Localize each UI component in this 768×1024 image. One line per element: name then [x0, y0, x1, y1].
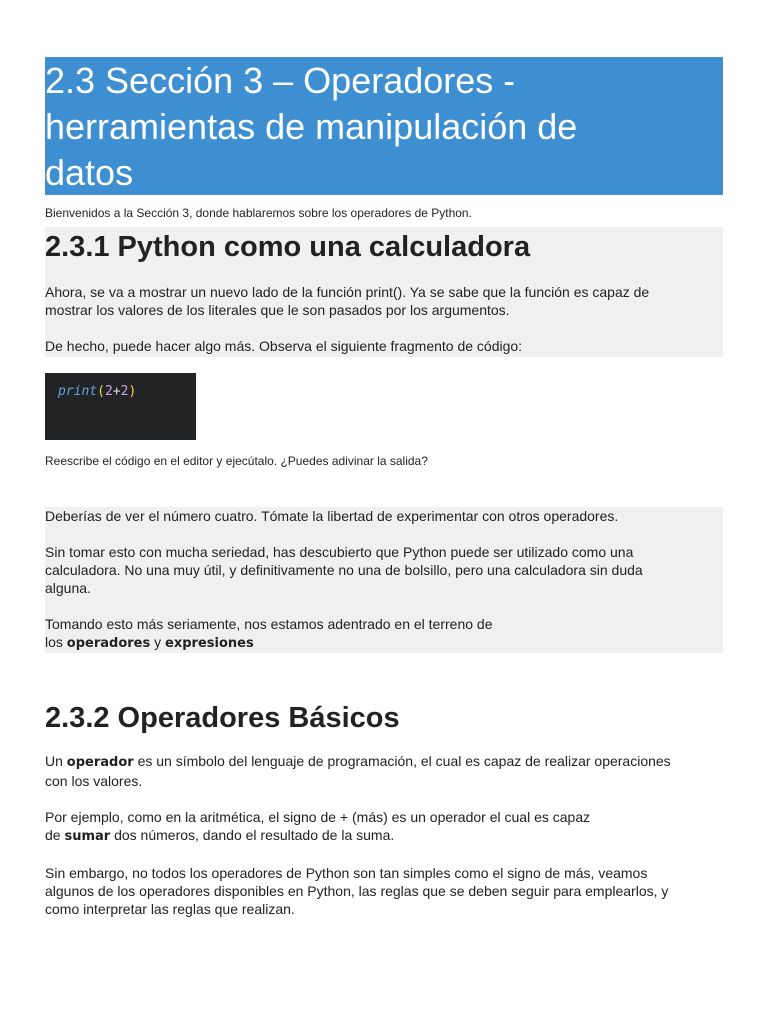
section-2-paragraph-3-line-2: algunos de los operadores disponibles en Python, las reglas que se deben seguir para emplearlos, y	[45, 883, 669, 899]
code-open-paren: (	[97, 384, 105, 399]
text-span: dos números, dando el resultado de la suma.	[110, 827, 395, 843]
code-snippet	[45, 373, 196, 440]
text-span: y	[150, 634, 166, 650]
bold-term-expresiones: expresiones	[165, 636, 254, 651]
section-1-paragraph-2: De hecho, puede hacer algo más. Observa el siguiente fragmento de código:	[45, 338, 523, 354]
section-2-paragraph-1	[45, 752, 723, 790]
section-2-paragraph-3-line-3: como interpretar las reglas que realizan.	[45, 901, 295, 917]
text-span: Un	[45, 753, 67, 769]
section-1-paragraph-3: Deberías de ver el número cuatro. Tómate la libertad de experimentar con otros operadores.	[45, 508, 619, 524]
section-1-paragraph-4	[45, 543, 723, 597]
section-2-heading: 2.3.2 Operadores Básicos	[45, 702, 400, 734]
section-1-continued-block	[45, 507, 723, 653]
section-2-paragraph-2	[45, 808, 723, 846]
bold-term-operadores: operadores	[66, 636, 151, 651]
section-1-block	[45, 227, 723, 357]
code-operator: +	[112, 384, 121, 399]
code-number-2: 2	[120, 384, 129, 399]
code-caption: Reescribe el código en el editor y ejecútalo. ¿Puedes adivinar la salida?	[45, 454, 428, 468]
section-1-paragraph-4-line-2: calculadora. No una muy útil, y definitivamente no una de bolsillo, pero una calculadora sin duda	[45, 562, 643, 578]
section-1-paragraph-5-line-2	[45, 633, 723, 653]
code-function-name: print	[58, 384, 98, 399]
page-title-line-3: datos	[45, 152, 134, 193]
page-title-line-2: herramientas de manipulación de	[45, 106, 578, 147]
section-2-paragraph-3-line-1: Sin embargo, no todos los operadores de Python son tan simples como el signo de más, veamos	[45, 865, 648, 881]
section-1-paragraph-5-line-1: Tomando esto más seriamente, nos estamos adentrado en el terreno de	[45, 616, 493, 632]
intro-paragraph: Bienvenidos a la Sección 3, donde hablaremos sobre los operadores de Python.	[45, 206, 472, 220]
section-2-paragraph-1-line-1	[45, 752, 723, 772]
section-2-paragraph-2-line-2	[45, 826, 723, 846]
bold-term-operador: operador	[66, 755, 134, 770]
section-2-paragraph-2-line-1: Por ejemplo, como en la aritmética, el signo de + (más) es un operador el cual es capaz	[45, 809, 591, 825]
code-close-paren: )	[128, 384, 137, 399]
text-span: de	[45, 827, 65, 843]
document-page	[45, 57, 723, 918]
page-title-line-1: 2.3 Sección 3 – Operadores -	[45, 60, 516, 101]
section-2-paragraph-3	[45, 864, 723, 918]
section-1-paragraph-1-line-1: Ahora, se va a mostrar un nuevo lado de la función print(). Ya se sabe que la función es capaz de	[45, 284, 650, 300]
page-title	[45, 57, 723, 195]
section-1-heading: 2.3.1 Python como una calculadora	[45, 231, 531, 263]
bold-term-sumar: sumar	[64, 829, 111, 844]
code-number-1: 2	[104, 384, 113, 399]
section-1-paragraph-4-line-3: alguna.	[45, 580, 91, 596]
section-1-paragraph-1-line-2: mostrar los valores de los literales que le son pasados por los argumentos.	[45, 302, 510, 318]
text-span: los	[45, 634, 67, 650]
section-1-paragraph-1	[45, 283, 723, 319]
section-1-paragraph-5	[45, 615, 723, 653]
section-2-paragraph-1-line-2: con los valores.	[45, 773, 143, 789]
text-span: es un símbolo del lenguaje de programación, el cual es capaz de realizar operaciones	[133, 753, 671, 769]
section-1-paragraph-4-line-1: Sin tomar esto con mucha seriedad, has descubierto que Python puede ser utilizado como una	[45, 544, 634, 560]
